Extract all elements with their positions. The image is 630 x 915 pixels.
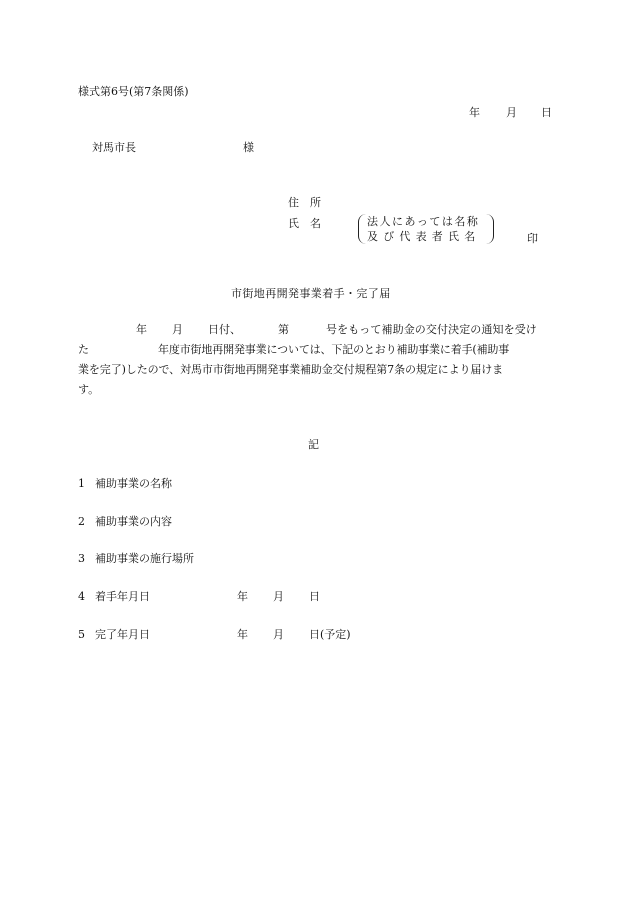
body-line4-text: す。 bbox=[78, 383, 100, 396]
list-item bbox=[78, 513, 172, 529]
body-line1-text: 号をもって補助金の交付決定の通知を受け bbox=[326, 323, 537, 336]
form-number-label: 様式第6号(第7条関係) bbox=[78, 85, 189, 98]
item-number: 3 bbox=[78, 552, 85, 565]
item-label: 補助事業の内容 bbox=[95, 515, 172, 528]
item-label: 完了年月日 bbox=[95, 628, 150, 641]
body-line2-text: 年度市街地再開発事業については、下記のとおり補助事業に着手(補助事 bbox=[158, 343, 510, 356]
item-number: 4 bbox=[78, 590, 85, 603]
list-item bbox=[78, 475, 172, 491]
start-date-month: 月 bbox=[273, 590, 284, 603]
item-number: 1 bbox=[78, 477, 85, 490]
item-label: 補助事業の名称 bbox=[95, 477, 172, 490]
document-title: 市街地再開発事業着手・完了届 bbox=[231, 287, 391, 300]
corporate-note-line2: 及び代表者氏名 bbox=[367, 230, 481, 243]
addressee-honorific: 様 bbox=[243, 141, 254, 154]
seal-mark: 印 bbox=[527, 232, 538, 245]
body-number-prefix: 第 bbox=[278, 323, 289, 336]
date-day-label: 日 bbox=[541, 106, 552, 119]
list-item bbox=[78, 550, 194, 566]
body-year: 年 bbox=[136, 323, 147, 336]
applicant-address-label: 住 所 bbox=[288, 196, 321, 209]
list-item bbox=[78, 626, 150, 642]
record-heading: 記 bbox=[308, 438, 319, 451]
item-label: 着手年月日 bbox=[95, 590, 150, 603]
item-number: 2 bbox=[78, 515, 85, 528]
item-label: 補助事業の施行場所 bbox=[95, 552, 194, 565]
start-date-day: 日 bbox=[309, 590, 320, 603]
start-date-year: 年 bbox=[237, 590, 248, 603]
corporate-note-bracket bbox=[358, 214, 494, 244]
addressee-name: 対馬市長 bbox=[92, 141, 136, 154]
applicant-name-label: 氏 名 bbox=[288, 217, 321, 230]
body-line3-text: 業を完了)したので、対馬市市街地再開発事業補助金交付規程第7条の規定により届けま bbox=[78, 363, 504, 376]
item-number: 5 bbox=[78, 628, 85, 641]
completion-date-month: 月 bbox=[273, 628, 284, 641]
date-year-label: 年 bbox=[469, 106, 480, 119]
body-month: 月 bbox=[172, 323, 183, 336]
body-day: 日付、 bbox=[208, 323, 241, 336]
completion-date-year: 年 bbox=[237, 628, 248, 641]
corporate-note-line1: 法人にあっては名称 bbox=[367, 215, 480, 228]
completion-date-day: 日(予定) bbox=[309, 628, 351, 641]
date-month-label: 月 bbox=[506, 106, 517, 119]
list-item bbox=[78, 588, 150, 604]
body-line2-prefix: た bbox=[78, 343, 89, 356]
